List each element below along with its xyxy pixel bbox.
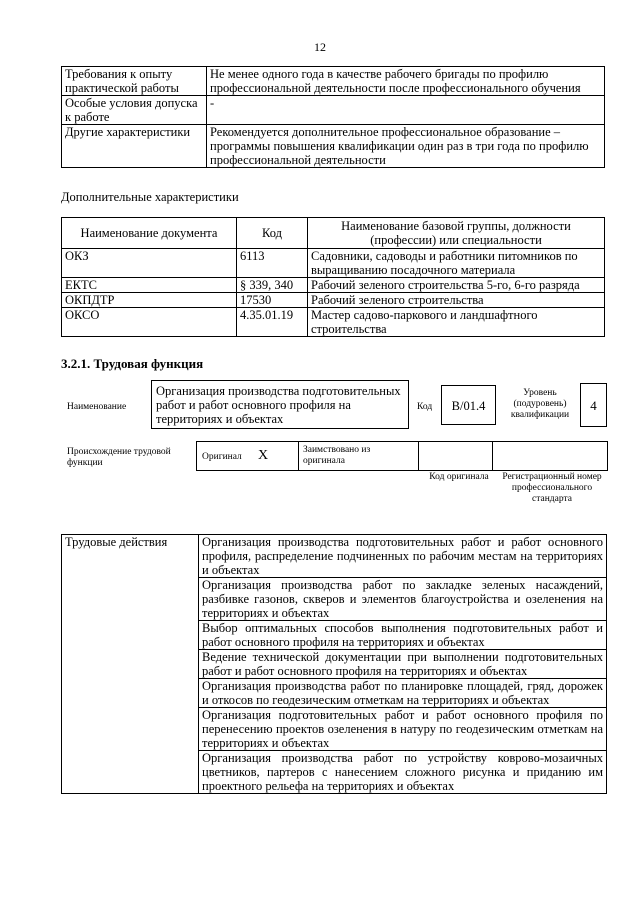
table-row — [62, 96, 605, 125]
table-cell: 17530 — [237, 293, 308, 308]
table-cell: Мастер садово-паркового и ландшафтного строительства — [308, 308, 605, 337]
origin-grid — [196, 441, 608, 471]
column-header: Наименование документа — [62, 218, 237, 249]
code-label: Код — [417, 402, 433, 412]
table-cell-label: Особые условия допуска к работе — [62, 96, 207, 125]
table-cell: ОКСО — [62, 308, 237, 337]
table-cell-value: - — [207, 96, 605, 125]
table-row — [62, 125, 605, 168]
additional-characteristics-title: Дополнительные характеристики — [61, 190, 239, 204]
table-header-row — [62, 218, 605, 249]
table-cell: § 339, 340 — [237, 278, 308, 293]
labor-actions-table — [61, 534, 607, 794]
table-row — [62, 293, 605, 308]
borrowed-label: Заимствовано из оригинала — [303, 445, 371, 466]
qualification-level-box: 4 — [580, 383, 607, 427]
table-cell: ОКЗ — [62, 249, 237, 278]
table-cell: 4.35.01.19 — [237, 308, 308, 337]
column-header: Наименование базовой группы, должности (профессии) или специальности — [308, 218, 605, 249]
table-cell-value: Не менее одного года в качестве рабочего бригады по профилю профессиональной деятельности после профессионального обучения — [207, 67, 605, 96]
table-cell: Рабочий зеленого строительства — [308, 293, 605, 308]
labor-action-item: Организация производства работ по закладке зеленых насаждений, разбивке газонов, скверов и элементов благоустройства и озеленения на территориях и объектах — [199, 578, 607, 621]
page-number: 12 — [314, 40, 326, 54]
table-row — [62, 67, 605, 96]
original-mark: X — [258, 448, 269, 463]
table-row — [62, 278, 605, 293]
table-cell: Садовники, садоводы и работники питомников по выращиванию посадочного материала — [308, 249, 605, 278]
labor-action-item: Организация производства работ по устройству коврово-мозаичных цветников, партеров с нанесением сложного рисунка и приданию им проектного рельефа на территориях и объектах — [199, 751, 607, 794]
labor-action-item: Организация подготовительных работ и работ основного профиля по перенесению проектов озеленения в натуру по геодезическим отметкам на территориях и объектах — [199, 708, 607, 751]
table-row — [62, 535, 607, 578]
function-code-box: B/01.4 — [441, 385, 496, 425]
labor-action-item: Выбор оптимальных способов выполнения подготовительных работ и работ основного профиля на территориях и объектах — [199, 621, 607, 650]
labor-action-item: Организация производства подготовительных работ и работ основного профиля, распределение подчиненных по рабочим местам на территориях и объектах — [199, 535, 607, 578]
table-row — [62, 308, 605, 337]
table-cell: 6113 — [237, 249, 308, 278]
name-label: Наименование — [67, 402, 127, 412]
original-cell — [197, 442, 299, 470]
requirements-table — [61, 66, 605, 168]
labor-action-item: Ведение технической документации при выполнении подготовительных работ и работ основного профиля на территориях и объектах — [199, 650, 607, 679]
table-cell-value: Рекомендуется дополнительное профессиональное образование – программы повышения квалификации один раз в три года по профилю профессиональной деятельности — [207, 125, 605, 168]
code-original-label: Код оригинала — [429, 472, 489, 482]
function-name-box: Организация производства подготовительных работ и работ основного профиля на территориях и объектах — [151, 380, 409, 429]
table-cell-label: Другие характеристики — [62, 125, 207, 168]
table-cell: ОКПДТР — [62, 293, 237, 308]
labor-action-item: Организация производства работ по планировке площадей, гряд, дорожек и откосов по геодезическим отметкам на территориях и объектах — [199, 679, 607, 708]
registration-number-label: Регистрационный номер профессионального стандарта — [502, 472, 602, 504]
additional-characteristics-table — [61, 217, 605, 337]
origin-label: Происхождение трудовой функции — [67, 447, 171, 468]
original-label: Оригинал — [202, 452, 242, 462]
code-original-cell — [418, 442, 493, 470]
labor-function-title: 3.2.1. Трудовая функция — [61, 356, 204, 371]
qualification-level-label: Уровень (подуровень) квалификации — [510, 388, 570, 420]
column-header: Код — [237, 218, 308, 249]
labor-actions-label: Трудовые действия — [62, 535, 199, 794]
table-cell-label: Требования к опыту практической работы — [62, 67, 207, 96]
table-row — [62, 249, 605, 278]
table-cell: Рабочий зеленого строительства 5-го, 6-го разряда — [308, 278, 605, 293]
table-cell: ЕКТС — [62, 278, 237, 293]
